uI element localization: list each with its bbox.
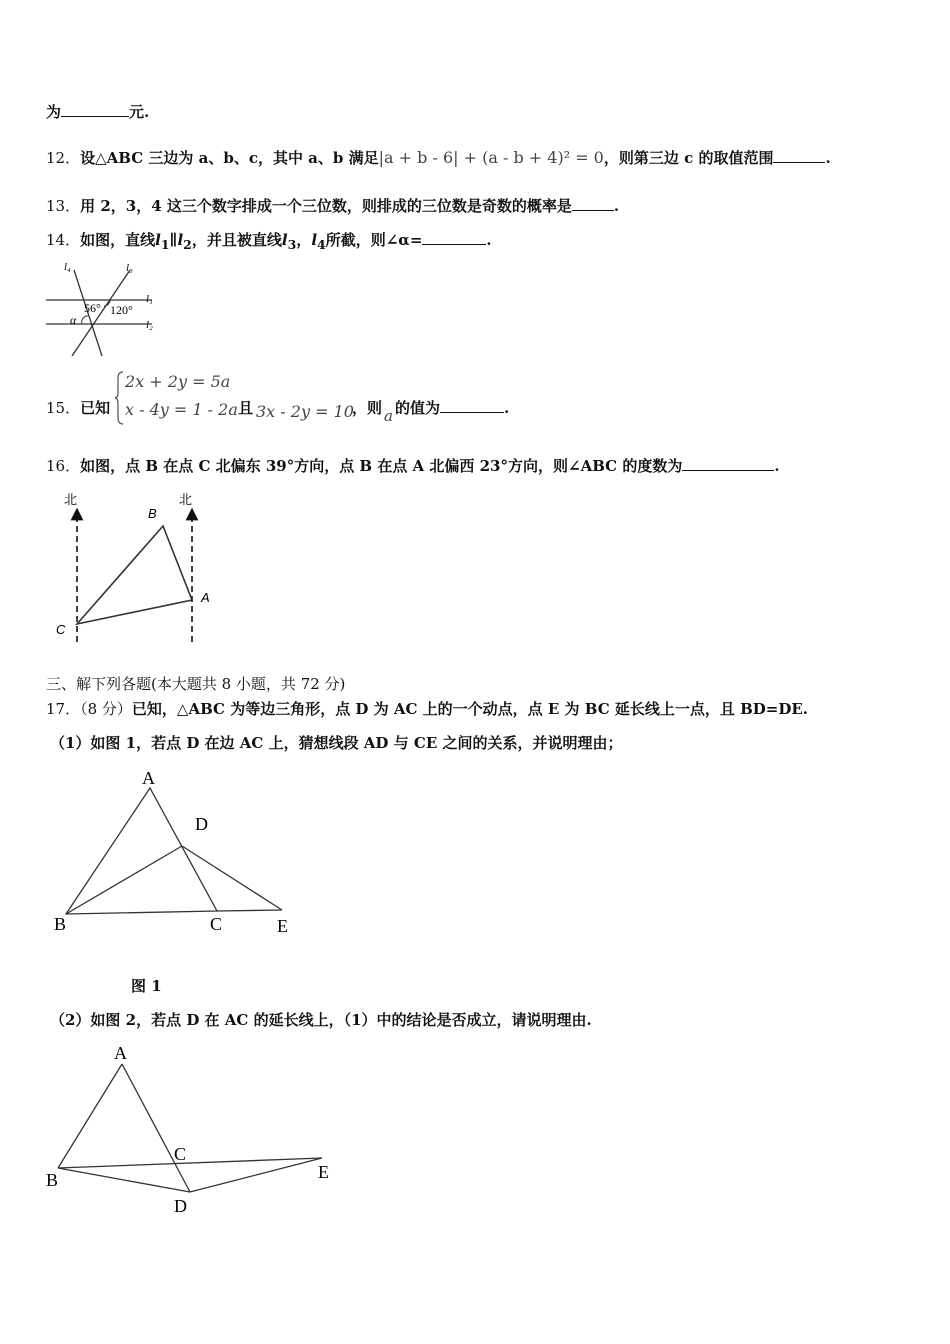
answer-blank[interactable] (422, 230, 486, 245)
question-text: 如图，点 B 在点 C 北偏东 39°方向，点 B 在点 A 北偏西 23°方向，则∠ABC 的度数为 (80, 457, 683, 475)
question-number: 14． (46, 231, 81, 249)
question-15-cont (238, 398, 253, 418)
angle-alpha: α (70, 313, 77, 327)
l1-sub: 1 (160, 237, 170, 252)
question-14 (46, 230, 492, 255)
point-b-label: B (148, 506, 157, 521)
figure-1-caption: 图 1 (131, 977, 162, 995)
q14-figure (44, 258, 160, 358)
answer-blank[interactable] (440, 398, 504, 413)
label-l1: l₁ (146, 293, 153, 305)
question-17-part-1: （1）如图 1，若点 D 在边 AC 上，猜想线段 AD 与 CE 之间的关系，并说明理由； (50, 734, 623, 752)
q17-figure-2 (44, 1040, 344, 1220)
point-d-label: D (195, 814, 208, 834)
answer-blank[interactable] (773, 148, 825, 163)
l3-sub: 3 (287, 237, 297, 252)
question-text: 设△ABC 三边为 a、b、c，其中 a、b 满足 (80, 149, 379, 167)
q16-figure (50, 486, 220, 644)
point-a-label: A (201, 590, 210, 605)
answer-blank[interactable] (61, 102, 129, 117)
l4-var: l (311, 231, 318, 249)
question-text: 如图，直线 (80, 231, 156, 249)
question-end: . (825, 149, 831, 167)
question-text: 的值为 (394, 399, 440, 417)
question-text: 且 (238, 399, 254, 417)
question-score: （8 分） (80, 700, 132, 718)
answer-blank[interactable] (682, 456, 774, 471)
var-a: a (384, 407, 393, 425)
point-e-label: E (318, 1162, 329, 1182)
question-text: 用 2，3，4 这三个数字排成一个三位数，则排成的三位数是奇数的概率是 (80, 197, 572, 215)
equation-1: 2x + 2y = 5a (125, 372, 231, 391)
question-end: . (503, 399, 510, 417)
point-a-label: A (142, 768, 155, 788)
comma: ， (296, 231, 312, 249)
angle-56: 56° (84, 301, 101, 315)
q11-tail (46, 102, 149, 122)
question-16 (46, 456, 780, 476)
label-l4: l₄ (64, 261, 71, 273)
point-e-label: E (277, 916, 288, 936)
question-text: 所截，则∠α= (325, 231, 423, 249)
question-13 (46, 196, 619, 216)
question-text: 已知，△ABC 为等边三角形，点 D 为 AC 上的一个动点，点 E 为 BC 延长线上一点，且 BD=DE. (131, 700, 809, 718)
l3-var: l (281, 231, 288, 249)
section-title: 三、解下列各题(本大题共 8 小题，共 72 分) (46, 675, 346, 693)
question-number: 15． (46, 399, 81, 417)
question-text: ，并且被直线 (191, 231, 282, 249)
question-15 (46, 398, 110, 418)
question-17 (46, 699, 808, 719)
system-brace (115, 370, 125, 426)
point-b-label: B (54, 914, 67, 934)
point-a-label: A (114, 1043, 127, 1063)
question-text: ，则 (352, 399, 383, 417)
label-l3: l₃ (126, 262, 133, 274)
point-c-label: C (210, 914, 223, 934)
question-number: 16． (46, 457, 81, 475)
question-end: . (613, 197, 620, 215)
question-17-part-2: （2）如图 2，若点 D 在 AC 的延长线上，（1）中的结论是否成立，请说明理由. (50, 1011, 592, 1029)
l2-var: l (177, 231, 184, 249)
point-c-label: C (174, 1144, 187, 1164)
point-b-label: B (46, 1170, 59, 1190)
question-number: 12． (46, 149, 81, 167)
l1-var: l (155, 231, 161, 249)
question-text: ，则第三边 c 的取值范围 (603, 149, 774, 167)
q11-prefix: 为 (46, 103, 62, 121)
angle-120: 120° (110, 303, 133, 317)
answer-blank[interactable] (572, 196, 614, 211)
question-number: 13． (46, 197, 81, 215)
point-d-label: D (174, 1196, 187, 1216)
label-l2: l₂ (146, 319, 153, 331)
point-c-label: C (56, 622, 66, 637)
question-number: 17． (46, 700, 81, 718)
question-end: . (486, 231, 492, 249)
equation-3: 3x - 2y = 10 (256, 402, 354, 421)
q17-figure-1 (50, 764, 310, 940)
equation-2: x - 4y = 1 - 2a (125, 400, 238, 419)
question-end: . (774, 457, 780, 475)
north-label-a: 北 (179, 492, 193, 507)
north-label-c: 北 (64, 492, 78, 507)
question-15-tail (352, 398, 510, 425)
question-text: 已知 (80, 399, 111, 417)
l2-sub: 2 (183, 237, 192, 252)
q11-suffix: 元. (129, 103, 150, 121)
l4-sub: 4 (317, 237, 326, 252)
formula: |a + b - 6| + (a - b + 4)² = 0 (378, 148, 604, 167)
question-12 (46, 148, 831, 168)
parallel-symbol: ∥ (169, 231, 178, 249)
